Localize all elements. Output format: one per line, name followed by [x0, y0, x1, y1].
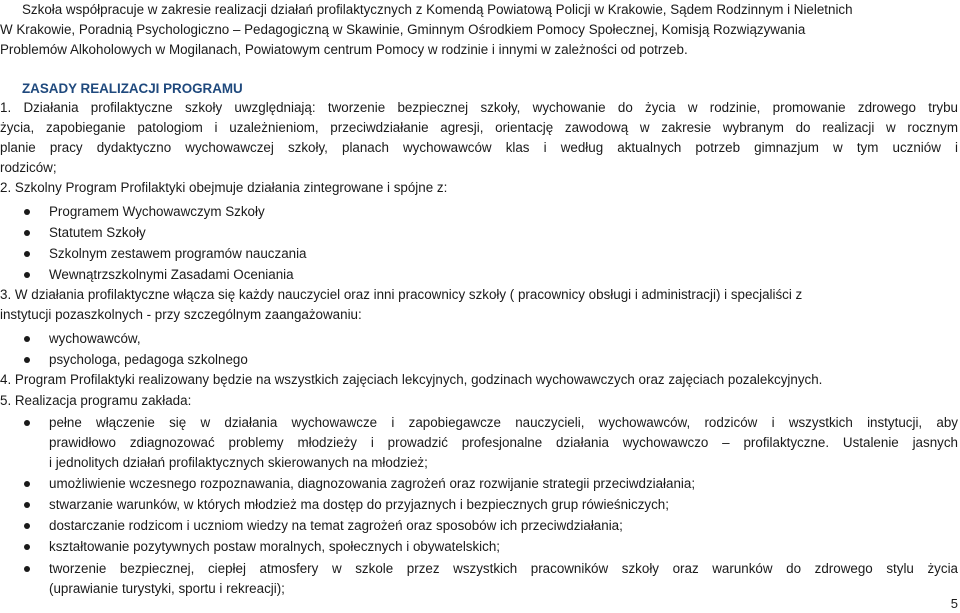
list-item: Statutem Szkoły	[49, 225, 146, 240]
list-item: umożliwienie wczesnego rozpoznawania, diagnozowania zagrożeń oraz rozwijanie strategii przeciwdziałania;	[49, 476, 696, 491]
point-2-line-1: 2. Szkolny Program Profilaktyki obejmuje działania zintegrowane i spójne z:	[0, 180, 448, 195]
list-item: Wewnątrzszkolnymi Zasadami Oceniania	[49, 267, 294, 282]
bullet-icon	[24, 272, 30, 278]
bullet-icon	[24, 251, 30, 257]
bullet-icon	[24, 230, 30, 236]
list-item-continuation: prawidłowo zdiagnozować problemy młodzieży i prowadzić profesjonalne działania wychowawczo – profilaktyczne. Ustalenie jasnych	[49, 435, 958, 450]
list-item: Programem Wychowawczym Szkoły	[49, 204, 265, 219]
intro-line-1: Szkoła współpracuje w zakresie realizacji działań profilaktycznych z Komendą Powiatową Policji w Krakowie, Sądem Rodzinnym i Nieletnich	[22, 2, 853, 17]
page-number: 5	[950, 596, 958, 611]
bullet-icon	[24, 481, 30, 487]
point-4-line-1: 4. Program Profilaktyki realizowany będzie na wszystkich zajęciach lekcyjnych, godzinach wychowawczych oraz zajęciach pozalekcyjnych.	[0, 372, 823, 387]
point-1-line-4: rodziców;	[0, 160, 57, 175]
list-item: tworzenie bezpiecznej, ciepłej atmosfery w szkole przez wszystkich pracowników szkoły oraz warunków do zdrowego stylu życia	[49, 561, 958, 576]
section-heading: ZASADY REALIZACJI PROGRAMU	[22, 81, 243, 96]
bullet-icon	[24, 502, 30, 508]
list-item: wychowawców,	[49, 331, 141, 346]
intro-line-3: Problemów Alkoholowych w Mogilanach, Powiatowym centrum Pomocy w rodzinie i innymi w zależności od potrzeb.	[0, 42, 688, 57]
bullet-icon	[24, 420, 30, 426]
bullet-icon	[24, 209, 30, 215]
list-item: Szkolnym zestawem programów nauczania	[49, 246, 307, 261]
intro-line-2: W Krakowie, Poradnią Psychologiczno – Pedagogiczną w Skawinie, Gminnym Ośrodkiem Pomocy Społecznej, Komisją Rozwiązywania	[0, 22, 806, 37]
point-5-line-1: 5. Realizacja programu zakłada:	[0, 393, 192, 408]
bullet-icon	[24, 566, 30, 572]
list-item-continuation: (uprawianie turystyki, sportu i rekreacji);	[49, 581, 285, 596]
list-item: kształtowanie pozytywnych postaw moralnych, społecznych i obywatelskich;	[49, 539, 501, 554]
list-item: stwarzanie warunków, w których młodzież ma dostęp do przyjaznych i bezpiecznych grup rówieśniczych;	[49, 497, 669, 512]
point-3-line-1: 3. W działania profilaktyczne włącza się każdy nauczyciel oraz inni pracownicy szkoły ( pracownicy obsługi i administracji) i specjaliści z	[0, 287, 803, 302]
list-item: pełne włączenie się w działania wychowawcze i zapobiegawcze nauczycieli, wychowawców, rodziców i wszystkich instytucji, aby	[49, 415, 958, 430]
bullet-icon	[24, 357, 30, 363]
bullet-icon	[24, 523, 30, 529]
list-item: dostarczanie rodzicom i uczniom wiedzy na temat zagrożeń oraz sposobów ich przeciwdziałania;	[49, 518, 623, 533]
point-1-line-2: życia, zapobieganie patologiom i uzależnieniom, przeciwdziałanie agresji, orientację zawodową w zakresie wybranym do realizacji w rocznym	[0, 120, 958, 135]
list-item: psychologa, pedagoga szkolnego	[49, 352, 248, 367]
bullet-icon	[24, 544, 30, 550]
list-item-continuation: i jednolitych działań profilaktycznych skierowanych na młodzież;	[49, 455, 428, 470]
point-1-line-3: planie pracy dydaktyczno wychowawczej szkoły, planach wychowawców klas i według aktualnych potrzeb gimnazjum w tym uczniów i	[0, 140, 958, 155]
point-1-line-1: 1. Działania profilaktyczne szkoły uwzględniają: tworzenie bezpiecznej szkoły, wychowanie do życia w rodzinie, promowanie zdrowego trybu	[0, 100, 958, 115]
bullet-icon	[24, 336, 30, 342]
point-3-line-2: instytucji pozaszkolnych - przy szczególnym zaangażowaniu:	[0, 307, 362, 322]
